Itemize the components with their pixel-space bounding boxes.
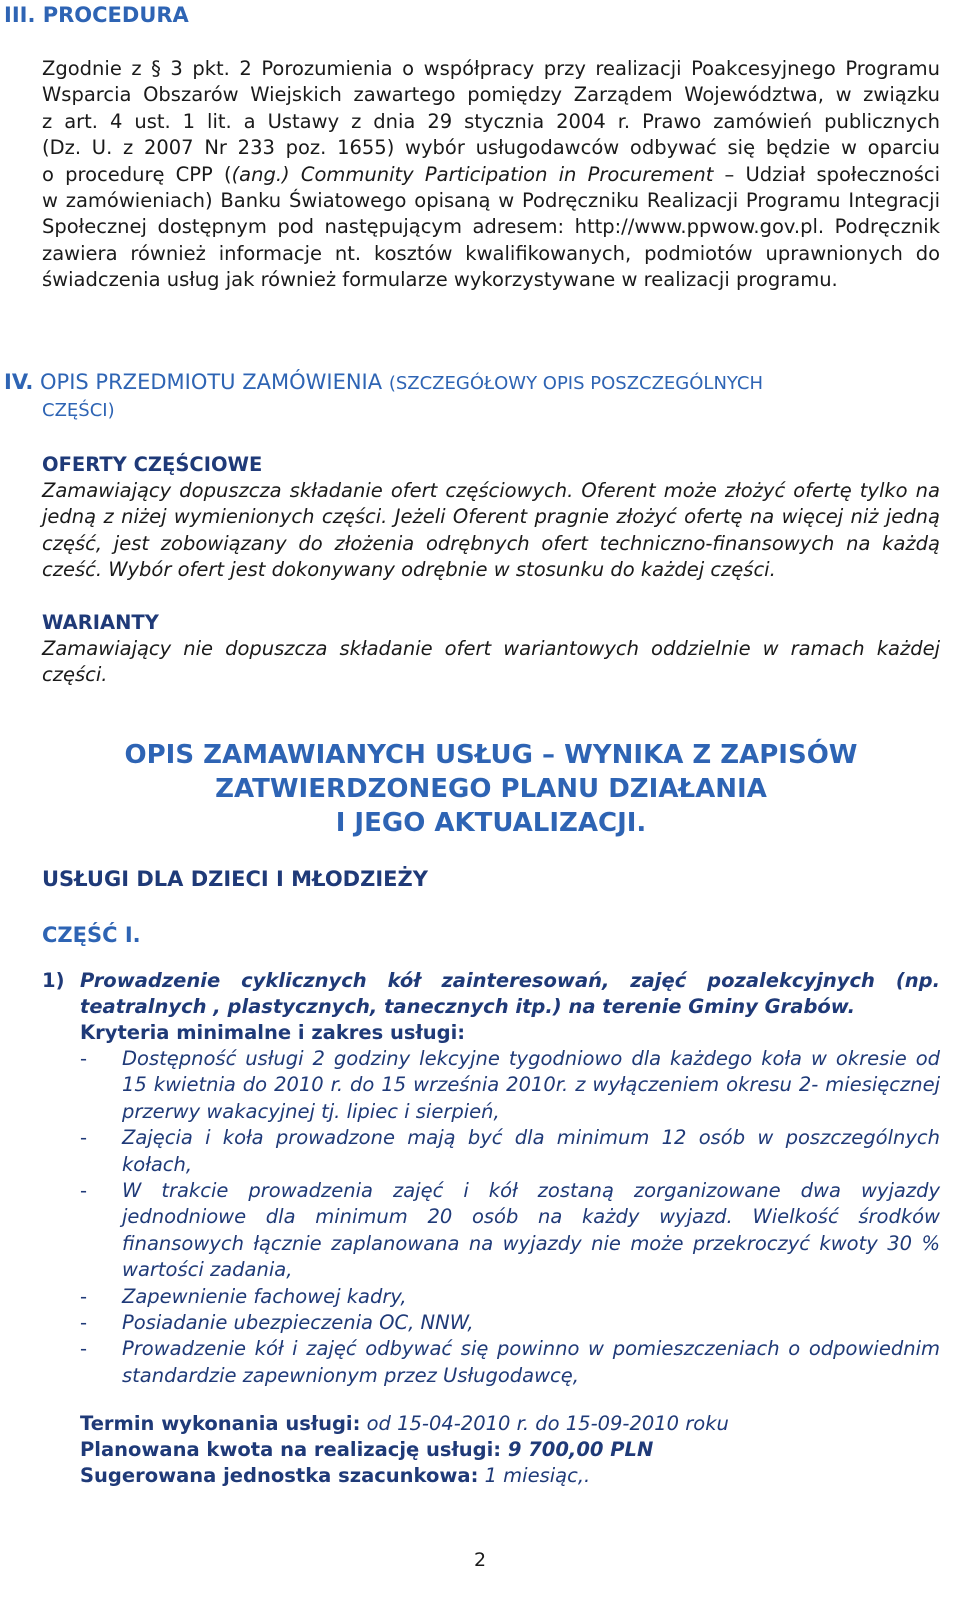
criteria-list <box>80 1046 940 1389</box>
dash-bullet: - <box>80 1311 88 1335</box>
dash-bullet: - <box>80 1337 88 1361</box>
dash-bullet: - <box>80 1047 88 1070</box>
section-subtitle: (SZCZEGÓŁOWY OPIS POSZCZEGÓLNYCH <box>388 373 764 394</box>
list-item-text: Zajęcia i koła prowadzone mają być dla minimum 12 osób w poszczególnych kołach, <box>122 1126 940 1176</box>
section-3-paragraph <box>42 56 940 294</box>
list-item <box>80 1125 940 1178</box>
list-item-text: Prowadzenie kół i zajęć odbywać się powinno w pomieszczeniach o odpowiednim standardzie zapewnionym przez Usługodawcę, <box>122 1337 940 1387</box>
dash-bullet: - <box>80 1284 88 1308</box>
unit-value: 1 miesiąc,. <box>478 1464 591 1487</box>
section-4-heading <box>4 369 940 424</box>
list-item <box>80 1284 940 1310</box>
services-description-title <box>42 738 940 840</box>
section-number: IV. <box>4 370 34 394</box>
page-number: 2 <box>473 1549 487 1571</box>
line-text: – Udział społeczności <box>713 162 940 186</box>
unit-row <box>80 1463 940 1489</box>
list-item-text: W trakcie prowadzenia zajęć i kół zostaną zorganizowane dwa wyjazdy jednodniowe dla minimum 20 osób na każdy wyjazd. Wielkość środków finansowych łącznie zaplanowana na wyjazdy nie może przekroczyć kwoty 30 % wartości zadania, <box>122 1179 940 1282</box>
list-item-text: Zapewnienie fachowej kadry, <box>122 1284 407 1308</box>
item-number: 1) <box>42 969 65 992</box>
section-subtitle-cont: CZĘŚCI) <box>42 400 115 421</box>
amount-row <box>80 1437 940 1463</box>
paragraph-line: Wsparcia Obszarów Wiejskich zawartego pomiędzy Zarządem Województwa, w związku <box>42 83 940 107</box>
dash-bullet: - <box>80 1126 88 1150</box>
services-category-heading: USŁUGI DLA DZIECI I MŁODZIEŻY <box>42 867 428 891</box>
paragraph-rest: w zamówieniach) Banku Światowego opisaną w Podręczniku Realizacji Programu Integracji Społecznej dostępnym pod następującym adresem: http://www.ppwow.gov.pl. Podręcznik zawiera również informacje nt. kosztów kwalifikowanych, podmiotów uprawnionych do świadczenia usług jak również formularze wykorzystywane w realizacji programu. <box>42 189 940 292</box>
variants-text: Zamawiający nie dopuszcza składanie ofert wariantowych oddzielnie w ramach każdej części. <box>42 637 940 687</box>
paragraph-line: Zgodnie z § 3 pkt. 2 Porozumienia o współpracy przy realizacji Poakcesyjnego Programu <box>42 57 940 80</box>
list-item-text: Posiadanie ubezpieczenia OC, NNW, <box>122 1311 474 1335</box>
section-title: OPIS PRZEDMIOTU ZAMÓWIENIA <box>40 370 383 394</box>
paragraph-line: z art. 4 ust. 1 lit. a Ustawy z dnia 29 stycznia 2004 r. Prawo zamówień publicznych <box>42 109 940 133</box>
partial-offers-text: Zamawiający dopuszcza składanie ofert częściowych. Oferent może złożyć ofertę tylko na jedną z niżej wymienionych części. Jeżeli Oferent pragnie złożyć ofertę na więcej niż jedną część, jest zobowiązany do złożenia odrębnych ofert techniczno-finansowych na każdą cześć. Wybór ofert jest dokonywany odrębnie w stosunku do każdej części. <box>42 479 940 582</box>
section-3-heading: III. PROCEDURA <box>4 3 189 27</box>
unit-label: Sugerowana jednostka szacunkowa: <box>80 1464 479 1487</box>
list-item <box>80 1178 940 1284</box>
item-title: Prowadzenie cyklicznych kół zainteresowań, zajęć pozalekcyjnych (np. teatralnych , plastycznych, tanecznych itp.) na terenie Gminy Grabów. <box>80 969 940 1019</box>
term-row <box>80 1411 940 1437</box>
amount-label: Planowana kwota na realizację usługi: <box>80 1438 502 1461</box>
english-term: (ang.) Community Participation in Procurement <box>231 162 714 186</box>
title-line: ZATWIERDZONEGO PLANU DZIAŁANIA <box>215 774 767 804</box>
list-item <box>80 1336 940 1389</box>
list-item-text: Dostępność usługi 2 godziny lekcyjne tygodniowo dla każdego koła w okresie od 15 kwietnia do 2010 r. do 15 września 2010r. z wyłączeniem okresu 2- miesięcznej przerwy wakacyjnej tj. lipiec i sierpień, <box>122 1047 940 1123</box>
line-text: o procedurę CPP ( <box>42 162 232 186</box>
list-item <box>80 1046 940 1125</box>
paragraph-line: (Dz. U. z 2007 Nr 233 poz. 1655) wybór usługodawców odbywać się będzie w oparciu <box>42 136 940 160</box>
paragraph-line <box>42 162 940 188</box>
dash-bullet: - <box>80 1179 88 1203</box>
list-item <box>80 1310 940 1336</box>
term-value: od 15-04-2010 r. do 15-09-2010 roku <box>360 1412 729 1435</box>
partial-offers-heading: OFERTY CZĘŚCIOWE <box>42 453 263 476</box>
variants-heading: WARIANTY <box>42 611 159 634</box>
amount-value: 9 700,00 PLN <box>501 1438 654 1461</box>
title-line: I JEGO AKTUALIZACJI. <box>335 808 647 838</box>
part-heading: CZĘŚĆ I. <box>42 923 141 947</box>
title-line: OPIS ZAMAWIANYCH USŁUG – WYNIKA Z ZAPISÓW <box>124 740 858 770</box>
criteria-heading: Kryteria minimalne i zakres usługi: <box>80 1021 466 1044</box>
term-label: Termin wykonania usługi: <box>80 1412 361 1435</box>
